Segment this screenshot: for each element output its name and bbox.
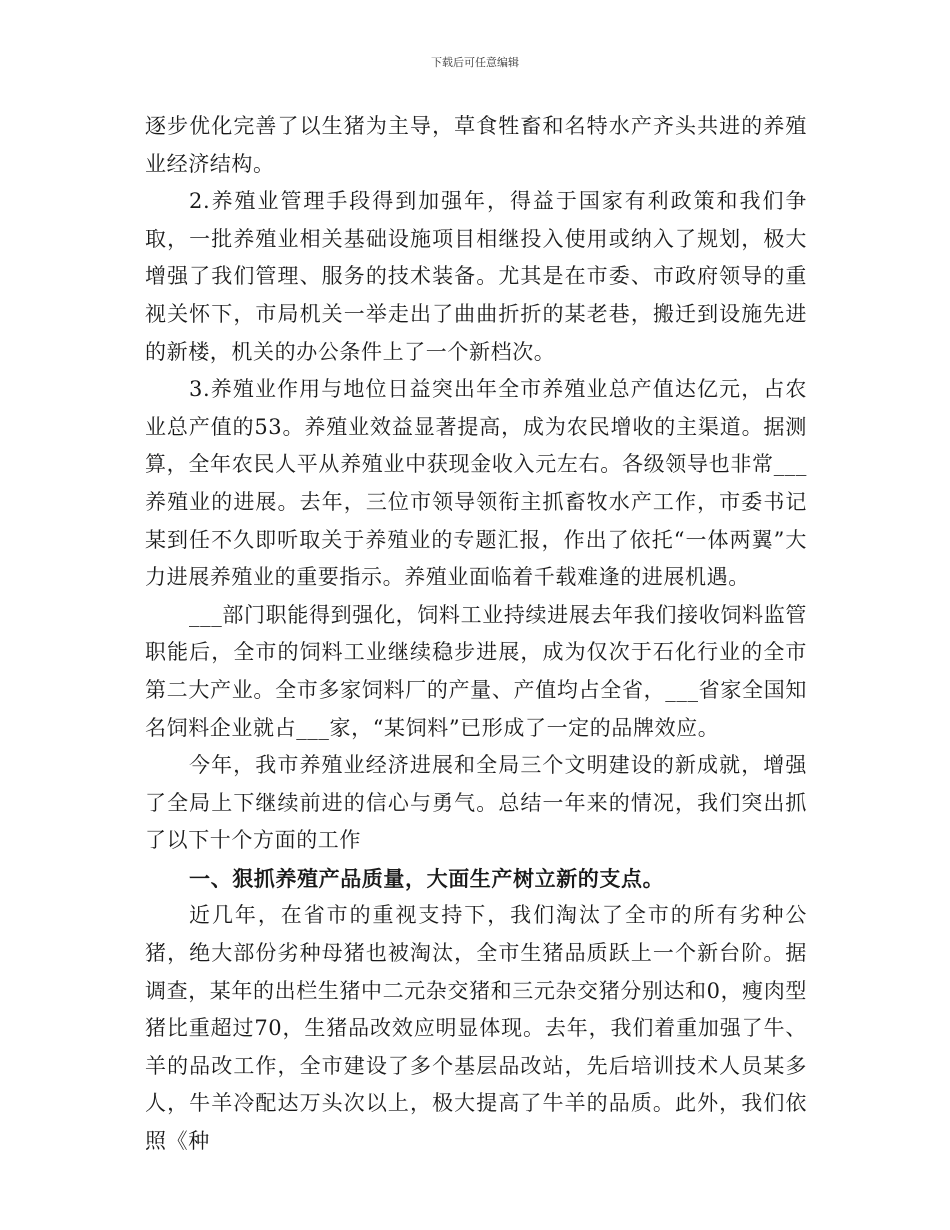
page-header: 下载后可任意编辑 <box>431 56 519 69</box>
paragraph-item-2: 2.养殖业管理手段得到加强年，得益于国家有利政策和我们争取，一批养殖业相关基础设施项目相继投入使用或纳入了规划，极大增强了我们管理、服务的技术装备。尤其是在市委、市政府领导的重视关怀下，市局机关一举走出了曲曲折折的某老巷，搬迁到设施先进的新楼，机关的办公条件上了一个新档次。 <box>145 189 807 364</box>
paragraph-continuation: 逐步优化完善了以生猪为主导，草食牲畜和名特水产齐头共进的养殖业经济结构。 <box>145 114 807 176</box>
section-heading: 一、狠抓养殖产品质量，大面生产树立新的支点。 <box>189 865 665 891</box>
paragraph-feed-industry: ___部门职能得到强化，饲料工业持续进展去年我们接收饲料监管职能后，全市的饲料工业继续稳步进展，成为仅次于石化行业的全市第二大产业。全市多家饲料厂的产量、产值均占全省，___省家全国知名饲料企业就占___家，“某饲料”已形成了一定的品牌效应。 <box>145 602 807 740</box>
paragraph-summary: 今年，我市养殖业经济进展和全局三个文明建设的新成就，增强了全局上下继续前进的信心与勇气。总结一年来的情况，我们突出抓了以下十个方面的工作 <box>145 753 807 853</box>
paragraph-section-body: 近几年，在省市的重视支持下，我们淘汰了全市的所有劣种公猪，绝大部份劣种母猪也被淘汰，全市生猪品质跃上一个新台阶。据调查，某年的出栏生猪中二元杂交猪和三元杂交猪分别达和0，瘦肉型猪比重超过70，生猪品改效应明显体现。去年，我们着重加强了牛、羊的品改工作，全市建设了多个基层品改站，先后培训技术人员某多人，牛羊冷配达万头次以上，极大提高了牛羊的品质。此外，我们依照《种 <box>145 903 807 1154</box>
paragraph-item-3: 3.养殖业作用与地位日益突出年全市养殖业总产值达亿元，占农业总产值的53。养殖业效益显著提高，成为农民增收的主渠道。据测算，全年农民人平从养殖业中获现金收入元左右。各级领导也非常___养殖业的进展。去年，三位市领导领衔主抓畜牧水产工作，市委书记某到任不久即听取关于养殖业的专题汇报，作出了依托“一体两翼”大力进展养殖业的重要指示。养殖业面临着千载难逢的进展机遇。 <box>145 377 807 590</box>
document-body <box>145 108 807 1161</box>
